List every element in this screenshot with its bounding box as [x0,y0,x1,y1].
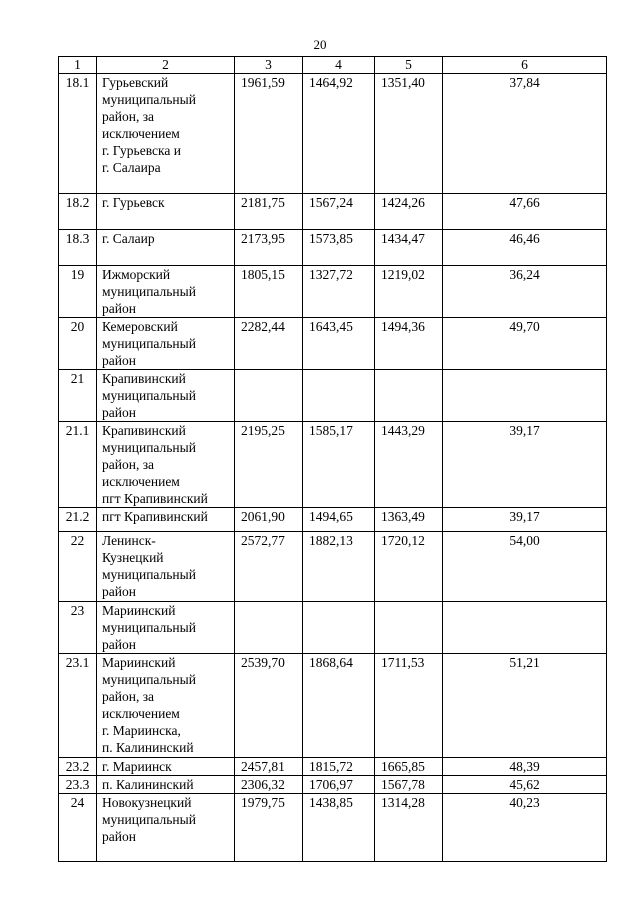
district-name-line: муниципальный [102,336,196,351]
value-cell-4: 1573,85 [303,230,375,266]
district-name-line: район, за [102,457,155,472]
row-number-cell: 23.3 [59,776,97,794]
value-cell-6 [443,602,607,654]
value-cell-6: 39,17 [443,422,607,508]
value-cell-6: 45,62 [443,776,607,794]
column-header-1: 1 [59,57,97,74]
district-name-line: пгт Крапивинский [102,491,208,506]
row-number-cell: 21.2 [59,508,97,532]
district-name-line: район [102,353,136,368]
value-cell-6: 48,39 [443,758,607,776]
value-cell-3: 1961,59 [235,74,303,194]
value-cell-3: 2061,90 [235,508,303,532]
table-row [59,422,607,508]
table-row [59,602,607,654]
value-cell-3: 2173,95 [235,230,303,266]
table-row [59,776,607,794]
district-name-cell [97,74,235,194]
district-name-line: Мариинский [102,603,176,618]
district-name-line: г. Гурьевска и [102,143,181,158]
value-cell-6 [443,370,607,422]
table-row [59,266,607,318]
row-number-cell: 21 [59,370,97,422]
district-name-line: Новокузнецкий [102,795,192,810]
district-name-line: район [102,405,136,420]
row-number-cell: 19 [59,266,97,318]
value-cell-6: 37,84 [443,74,607,194]
value-cell-3: 2572,77 [235,532,303,602]
district-name-cell [97,508,235,532]
value-cell-4: 1567,24 [303,194,375,230]
value-cell-4: 1327,72 [303,266,375,318]
value-cell-6: 49,70 [443,318,607,370]
value-cell-5: 1219,02 [375,266,443,318]
value-cell-3: 2195,25 [235,422,303,508]
value-cell-3: 2282,44 [235,318,303,370]
district-name-line: г. Мариинск [102,759,172,774]
value-cell-5: 1711,53 [375,654,443,758]
table-row [59,74,607,194]
district-name-cell [97,230,235,266]
value-cell-6: 51,21 [443,654,607,758]
district-name-line: муниципальный [102,567,196,582]
value-cell-5: 1351,40 [375,74,443,194]
district-name-line: г. Мариинска, [102,723,181,738]
value-cell-3: 1979,75 [235,794,303,862]
value-cell-4: 1815,72 [303,758,375,776]
value-cell-5: 1424,26 [375,194,443,230]
table-header [59,57,607,74]
value-cell-4: 1882,13 [303,532,375,602]
column-header-3: 3 [235,57,303,74]
district-name-cell [97,266,235,318]
district-name-line: Гурьевский [102,75,169,90]
district-name-cell [97,776,235,794]
district-name-line: Крапивинский [102,423,186,438]
table-row [59,758,607,776]
table-row [59,532,607,602]
row-number-cell: 18.2 [59,194,97,230]
row-number-cell: 20 [59,318,97,370]
district-name-cell [97,422,235,508]
row-number-cell: 18.3 [59,230,97,266]
district-name-line: исключением [102,126,180,141]
value-cell-5 [375,602,443,654]
district-name-cell [97,758,235,776]
value-cell-5: 1494,36 [375,318,443,370]
district-name-line: муниципальный [102,440,196,455]
value-cell-4: 1494,65 [303,508,375,532]
district-name-cell [97,318,235,370]
district-name-line: муниципальный [102,672,196,687]
row-number-cell: 21.1 [59,422,97,508]
value-cell-5: 1567,78 [375,776,443,794]
district-name-cell [97,654,235,758]
table-row [59,194,607,230]
row-number-cell: 23.2 [59,758,97,776]
district-name-line: исключением [102,474,180,489]
value-cell-3: 2539,70 [235,654,303,758]
district-name-line: муниципальный [102,388,196,403]
table-row [59,318,607,370]
table-row [59,508,607,532]
district-name-line: район [102,637,136,652]
value-cell-6: 36,24 [443,266,607,318]
district-name-line: г. Гурьевск [102,195,165,210]
district-name-line: Кемеровский [102,319,178,334]
value-cell-5 [375,370,443,422]
district-name-line: г. Салаира [102,160,161,175]
value-cell-5: 1434,47 [375,230,443,266]
district-name-cell [97,194,235,230]
row-number-cell: 24 [59,794,97,862]
district-name-line: г. Салаир [102,231,155,246]
district-name-line: Кузнецкий [102,550,164,565]
value-cell-6: 39,17 [443,508,607,532]
table-row [59,654,607,758]
district-name-line: район, за [102,689,155,704]
district-name-cell [97,532,235,602]
district-name-line: пгт Крапивинский [102,509,208,524]
column-header-6: 6 [443,57,607,74]
value-cell-6: 46,46 [443,230,607,266]
table-row [59,794,607,862]
district-name-line: Крапивинский [102,371,186,386]
value-cell-4: 1438,85 [303,794,375,862]
value-cell-5: 1665,85 [375,758,443,776]
district-name-cell [97,602,235,654]
table-row [59,230,607,266]
value-cell-3: 2457,81 [235,758,303,776]
value-cell-4: 1643,45 [303,318,375,370]
district-name-line: район [102,584,136,599]
value-cell-4 [303,370,375,422]
table-row [59,370,607,422]
row-number-cell: 18.1 [59,74,97,194]
value-cell-3 [235,370,303,422]
district-name-line: муниципальный [102,620,196,635]
district-name-cell [97,370,235,422]
district-name-line: п. Калининский [102,777,194,792]
column-header-4: 4 [303,57,375,74]
value-cell-3 [235,602,303,654]
district-name-cell [97,794,235,862]
column-header-5: 5 [375,57,443,74]
row-number-cell: 22 [59,532,97,602]
page-number: 20 [313,37,327,52]
value-cell-5: 1314,28 [375,794,443,862]
value-cell-6: 47,66 [443,194,607,230]
district-name-line: муниципальный [102,92,196,107]
district-name-line: исключением [102,706,180,721]
value-cell-3: 2306,32 [235,776,303,794]
value-cell-5: 1363,49 [375,508,443,532]
value-cell-6: 54,00 [443,532,607,602]
value-cell-3: 2181,75 [235,194,303,230]
district-name-line: муниципальный [102,284,196,299]
district-name-line: район [102,301,136,316]
row-number-cell: 23.1 [59,654,97,758]
row-number-cell: 23 [59,602,97,654]
column-header-2: 2 [97,57,235,74]
value-cell-4 [303,602,375,654]
value-cell-3: 1805,15 [235,266,303,318]
value-cell-5: 1720,12 [375,532,443,602]
value-cell-5: 1443,29 [375,422,443,508]
district-name-line: Ижморский [102,267,171,282]
value-cell-4: 1706,97 [303,776,375,794]
value-cell-4: 1585,17 [303,422,375,508]
district-name-line: Мариинский [102,655,176,670]
header-row [59,57,607,74]
district-name-line: Ленинск- [102,533,156,548]
district-name-line: район [102,829,136,844]
district-name-line: п. Калининский [102,740,194,755]
table-body [59,74,607,862]
district-name-line: муниципальный [102,812,196,827]
value-cell-4: 1464,92 [303,74,375,194]
value-cell-6: 40,23 [443,794,607,862]
value-cell-4: 1868,64 [303,654,375,758]
district-name-line: район, за [102,109,155,124]
data-table [58,56,607,862]
